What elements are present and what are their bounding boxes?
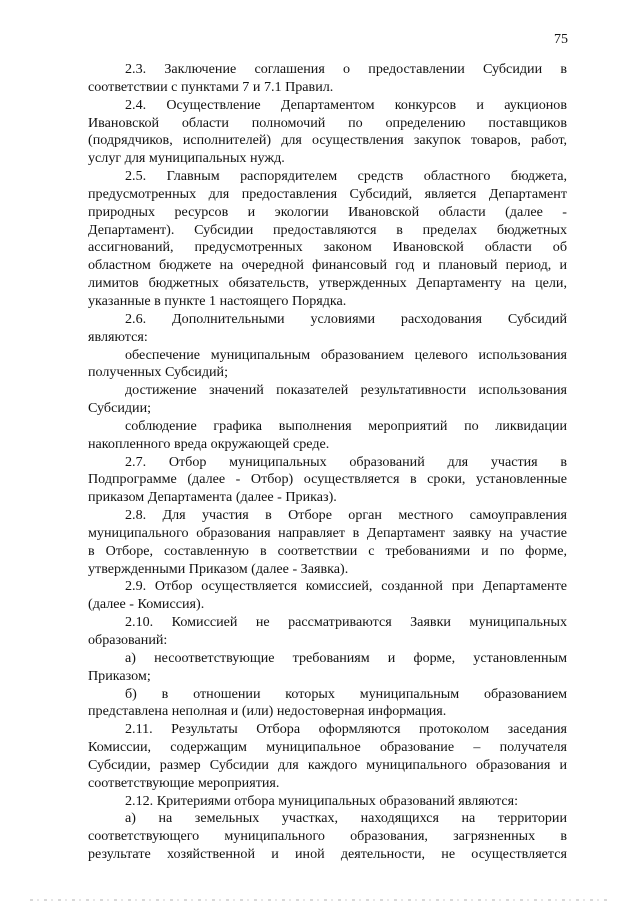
text-line: обеспечение муниципальным образованием целевого использования [125, 346, 567, 363]
text-line: 2.5. Главным распорядителем средств областного бюджета, [125, 168, 567, 185]
page-number: 75 [554, 32, 568, 47]
text-line: 2.12. Критериями отбора муниципальных образований являются: [125, 792, 519, 809]
text-line: б) в отношении которых муниципальным образованием [125, 685, 567, 702]
text-line: Департамент). Субсидии предоставляются в пределах бюджетных [88, 221, 567, 238]
text-line: представлена неполная и (или) недостоверная информация. [88, 703, 447, 720]
scan-edge-artifact [30, 899, 610, 901]
text-line: образований: [88, 632, 168, 648]
text-line: соблюдение графика выполнения мероприятий по ликвидации [125, 417, 567, 434]
text-line: достижение значений показателей результативности использования [125, 382, 567, 399]
text-line: являются: [88, 328, 148, 345]
text-line: 2.4. Осуществление Департаментом конкурсов и аукционов [125, 96, 567, 113]
text-line: результате хозяйственной и иной деятельности, не осуществляется [88, 846, 567, 863]
text-line: природных ресурсов и экологии Ивановской области (далее - [88, 203, 567, 220]
text-line: указанные в пункте 1 настоящего Порядка. [88, 292, 347, 309]
text-line: полученных Субсидий; [88, 364, 229, 381]
text-line: Субсидии, размер Субсидии для каждого муниципального образования и [88, 756, 567, 773]
text-line: соответствующие мероприятия. [88, 774, 280, 791]
text-line: предусмотренных для предоставления Субсидий, является Департамент [88, 185, 567, 202]
text-line: приказом Департамента (далее - Приказ). [88, 489, 337, 506]
text-line: утвержденными Приказом (далее - Заявка). [88, 560, 349, 577]
text-line: лимитов бюджетных обязательств, утвержденных Департаменту на цели, [88, 275, 567, 292]
text-line: (подрядчиков, исполнителей) для осуществления закупок товаров, работ, [88, 132, 567, 149]
text-line: Подпрограмме (далее - Отбор) осуществляется в сроки, установленные [88, 471, 567, 488]
text-line: услуг для муниципальных нужд. [88, 150, 285, 167]
text-line: 2.11. Результаты Отбора оформляются протоколом заседания [125, 721, 567, 738]
text-line: соответствии с пунктами 7 и 7.1 Правил. [88, 78, 334, 95]
text-line: Ивановской области полномочий по определению поставщиков [88, 114, 567, 131]
text-line: 2.8. Для участия в Отборе орган местного самоуправления [125, 507, 567, 524]
text-line: а) на земельных участках, находящихся на территории [125, 810, 567, 827]
text-line: 2.6. Дополнительными условиями расходования Субсидий [125, 310, 567, 327]
text-line: а) несоответствующие требованиям и форме, установленным [125, 649, 567, 666]
text-line: областном бюджете на очередной финансовый год и плановый период, и [88, 257, 567, 274]
text-line: 2.7. Отбор муниципальных образований для участия в [125, 453, 567, 470]
text-line: 2.9. Отбор осуществляется комиссией, созданной при Департаменте [125, 578, 567, 595]
text-line: (далее - Комиссия). [88, 596, 205, 613]
text-line: Приказом; [88, 667, 151, 684]
text-line: ассигнований, предусмотренных законом Ивановской области об [88, 239, 567, 256]
text-line: соответствующего муниципального образования, загрязненных в [88, 828, 567, 845]
text-line: Субсидии; [88, 400, 152, 417]
document-body [88, 61, 567, 864]
text-line: накопленного вреда окружающей среде. [88, 435, 330, 452]
text-line: 2.10. Комиссией не рассматриваются Заявки муниципальных [125, 614, 567, 631]
text-line: 2.3. Заключение соглашения о предоставлении Субсидии в [125, 61, 567, 77]
text-line: Комиссии, содержащим муниципальное образование – получателя [88, 739, 567, 756]
text-line: в Отборе, составленную в соответствии с требованиями и по форме, [88, 542, 567, 559]
text-line: муниципального образования направляет в Департамент заявку на участие [88, 524, 567, 541]
